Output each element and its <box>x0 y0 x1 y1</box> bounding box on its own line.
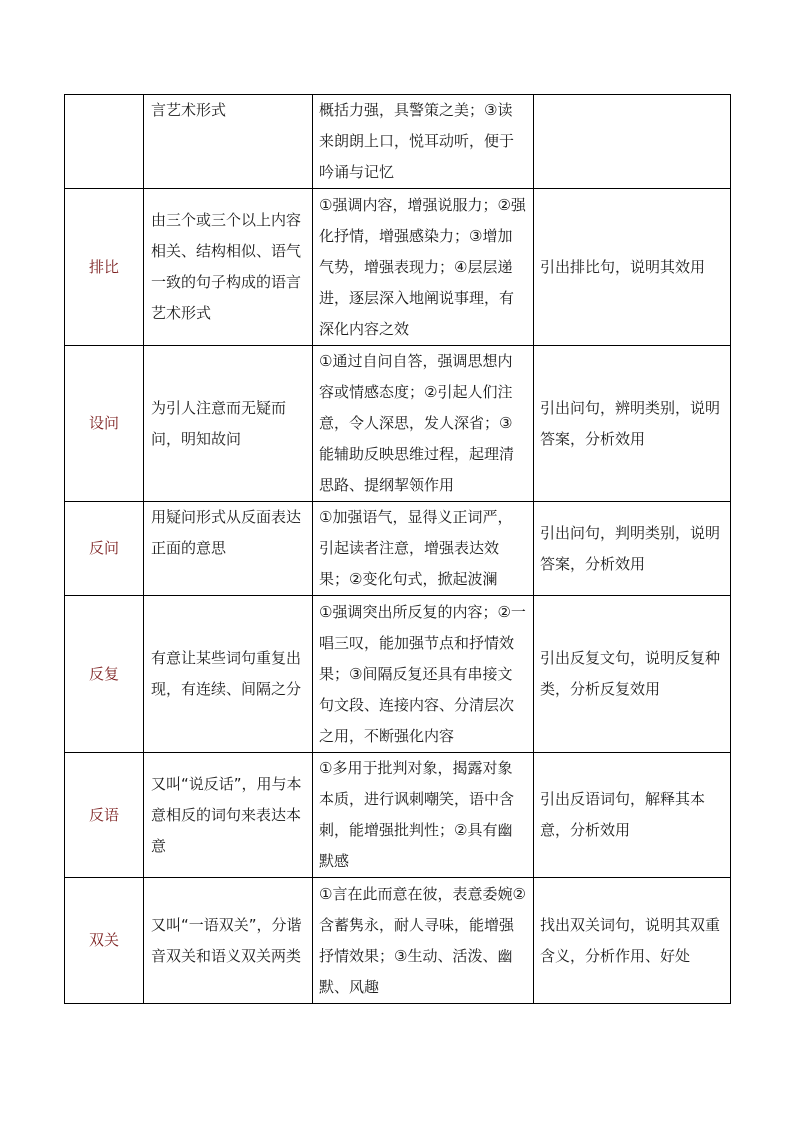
effect-cell: ①强调内容，增强说服力；②强化抒情，增强感染力；③增加气势，增强表现力；④层层递进，逐层深入地阐说事理，有深化内容之效 <box>313 189 534 346</box>
method-cell: 引出问句，判明类别，说明答案，分析效用 <box>534 502 731 596</box>
effect-cell: ①多用于批判对象，揭露对象本质，进行讽刺嘲笑，语中含刺，能增强批判性；②具有幽默感 <box>313 753 534 878</box>
method-cell: 找出双关词句，说明其双重含义，分析作用、好处 <box>534 878 731 1004</box>
term-cell: 排比 <box>65 189 144 346</box>
definition-cell: 又叫“一语双关”，分谐音双关和语义双关两类 <box>144 878 313 1004</box>
method-cell: 引出排比句，说明其效用 <box>534 189 731 346</box>
definition-cell: 又叫“说反话”，用与本意相反的词句来表达本意 <box>144 753 313 878</box>
effect-cell: ①强调突出所反复的内容；②一唱三叹，能加强节点和抒情效果；③间隔反复还具有串接文句文段、连接内容、分清层次之用，不断强化内容 <box>313 596 534 753</box>
definition-cell: 有意让某些词句重复出现，有连续、间隔之分 <box>144 596 313 753</box>
term-cell <box>65 95 144 189</box>
definition-cell: 由三个或三个以上内容相关、结构相似、语气一致的句子构成的语言艺术形式 <box>144 189 313 346</box>
method-cell: 引出反语词句，解释其本意，分析效用 <box>534 753 731 878</box>
method-cell <box>534 95 731 189</box>
table-row <box>65 502 731 596</box>
effect-cell: ①言在此而意在彼，表意委婉②含蓄隽永，耐人寻味，能增强抒情效果；③生动、活泼、幽默、风趣 <box>313 878 534 1004</box>
term-cell: 双关 <box>65 878 144 1004</box>
method-cell: 引出问句，辨明类别，说明答案，分析效用 <box>534 346 731 502</box>
effect-cell: 概括力强，具警策之美；③读来朗朗上口，悦耳动听，便于吟诵与记忆 <box>313 95 534 189</box>
table-row <box>65 189 731 346</box>
term-cell: 反语 <box>65 753 144 878</box>
table-row <box>65 753 731 878</box>
term-cell: 设问 <box>65 346 144 502</box>
method-cell: 引出反复文句，说明反复种类，分析反复效用 <box>534 596 731 753</box>
term-cell: 反复 <box>65 596 144 753</box>
definition-cell: 为引人注意而无疑而问，明知故问 <box>144 346 313 502</box>
table-row <box>65 878 731 1004</box>
table-row <box>65 346 731 502</box>
effect-cell: ①加强语气，显得义正词严，引起读者注意，增强表达效果；②变化句式，掀起波澜 <box>313 502 534 596</box>
table-row <box>65 596 731 753</box>
term-cell: 反问 <box>65 502 144 596</box>
definition-cell: 用疑问形式从反面表达正面的意思 <box>144 502 313 596</box>
effect-cell: ①通过自问自答，强调思想内容或情感态度；②引起人们注意，令人深思，发人深省；③能辅助反映思维过程，起理清思路、提纲挈领作用 <box>313 346 534 502</box>
table-row <box>65 95 731 189</box>
definition-cell: 言艺术形式 <box>144 95 313 189</box>
rhetoric-table <box>64 94 731 1004</box>
